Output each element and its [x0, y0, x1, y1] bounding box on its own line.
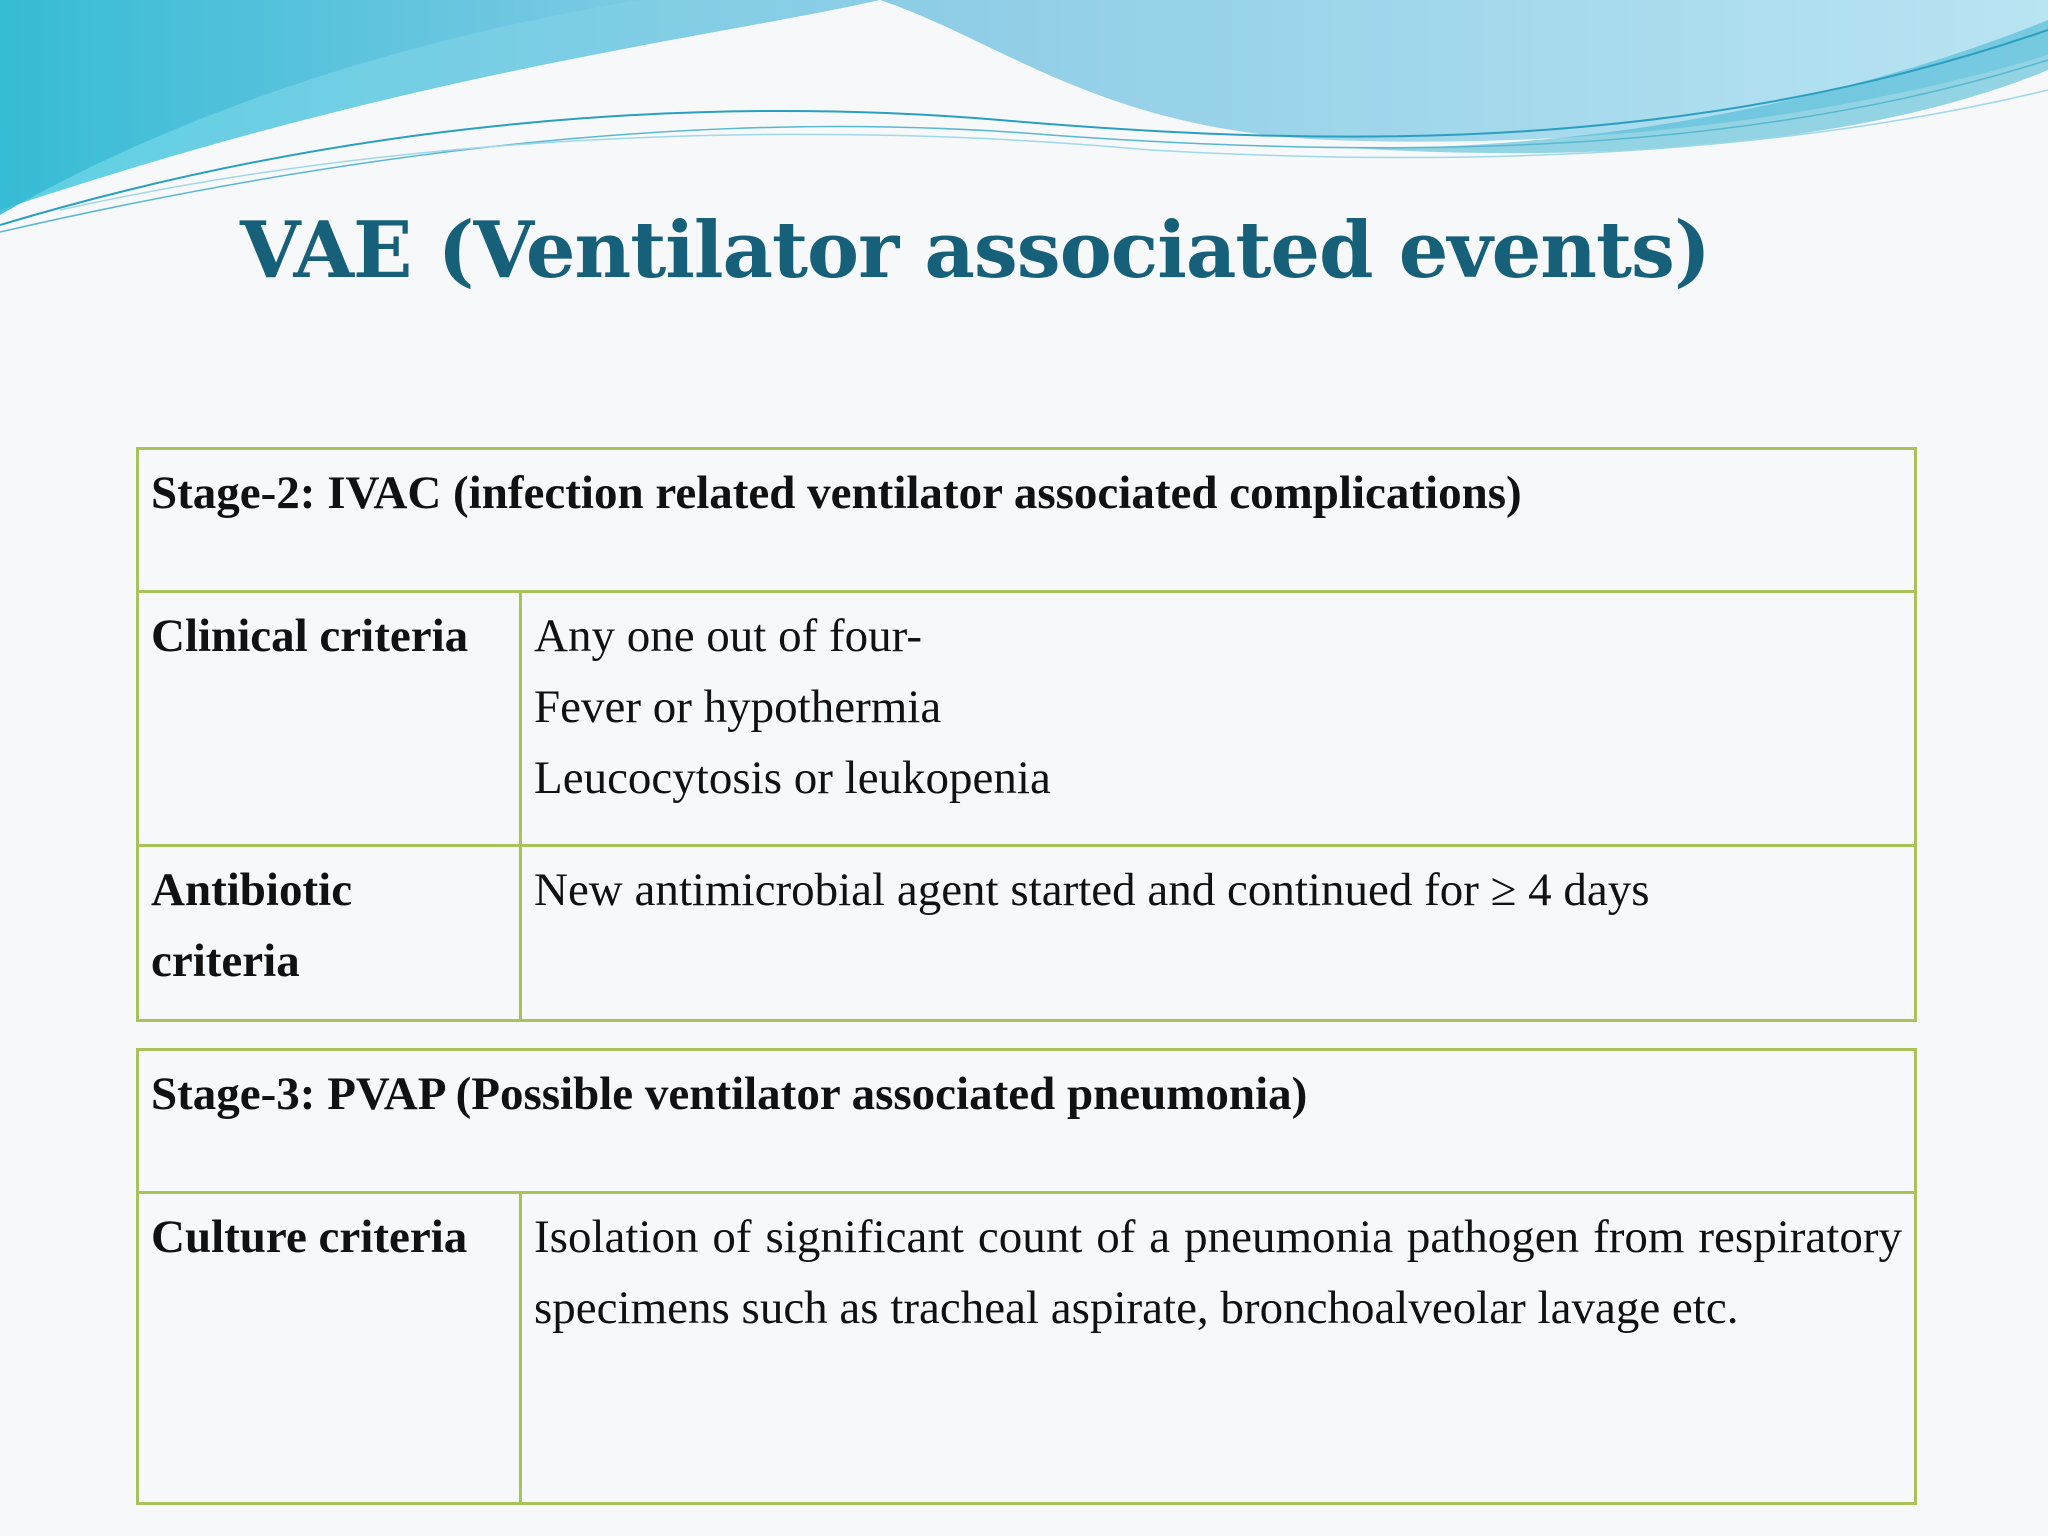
slide-title: VAE (Ventilator associated events) — [240, 205, 1710, 296]
table-row — [138, 1193, 1916, 1504]
clinical-criteria-line: Fever or hypothermia — [534, 681, 942, 733]
clinical-criteria-label: Clinical criteria — [138, 592, 521, 846]
antibiotic-criteria-label: Antibiotic criteria — [138, 846, 521, 1021]
antibiotic-criteria-line: New antimicrobial agent started and continued for ≥ 4 days — [534, 864, 1650, 916]
clinical-criteria-value — [521, 592, 1916, 846]
clinical-criteria-line: Leucocytosis or leukopenia — [534, 752, 1051, 804]
header-wave-decoration — [0, 0, 2048, 240]
stage-2-heading: Stage-2: IVAC (infection related ventilator associated complications) — [138, 449, 1916, 592]
antibiotic-criteria-value — [521, 846, 1916, 1021]
stage-3-heading: Stage-3: PVAP (Possible ventilator associated pneumonia) — [138, 1050, 1916, 1193]
stage-2-header-row — [138, 449, 1916, 592]
table-row — [138, 846, 1916, 1021]
culture-criteria-label: Culture criteria — [138, 1193, 521, 1504]
table-row — [138, 592, 1916, 846]
culture-criteria-value: Isolation of significant count of a pneumonia pathogen from respiratory specimens such as tracheal aspirate, bronchoalveolar lavage etc. — [521, 1193, 1916, 1504]
stage-3-table — [136, 1048, 1917, 1505]
clinical-criteria-line: Any one out of four- — [534, 610, 923, 662]
stage-3-header-row — [138, 1050, 1916, 1193]
stage-2-table — [136, 447, 1917, 1022]
